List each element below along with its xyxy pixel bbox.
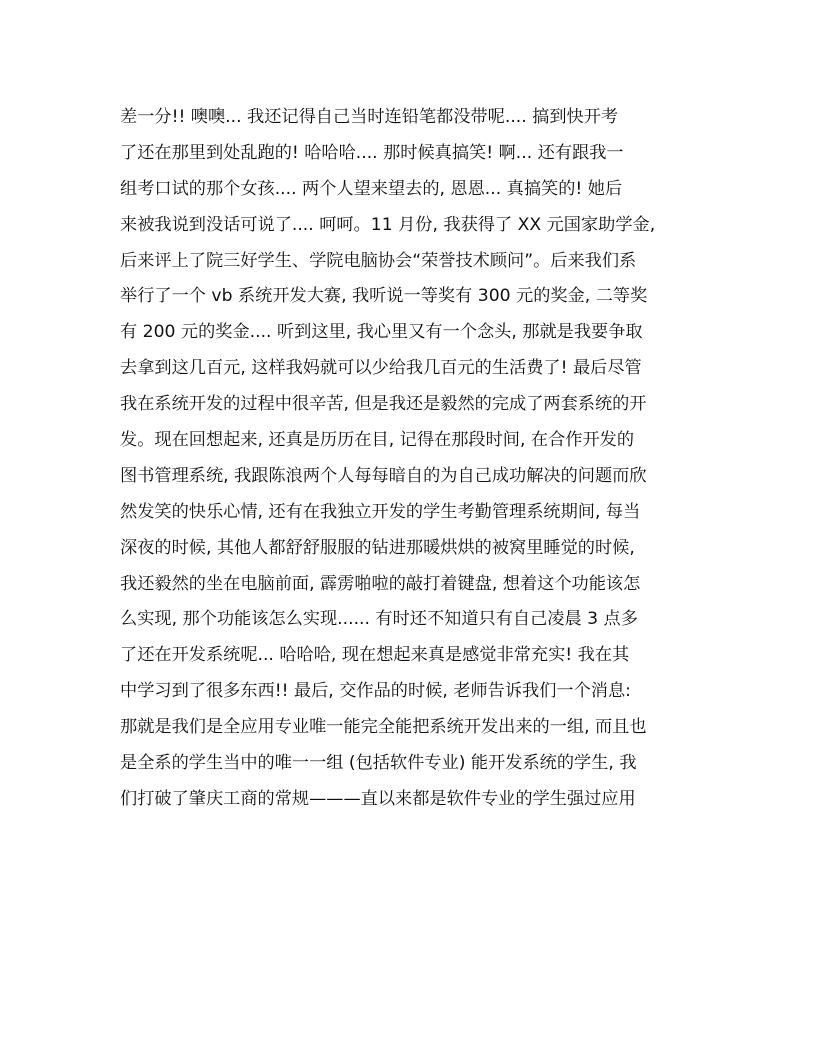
text-line-10: 发。现在回想起来, 还真是历历在目, 记得在那段时间, 在合作开发的 [120, 430, 635, 451]
text-line-9: 我在系统开发的过程中很辛苦, 但是我还是毅然的完成了两套系统的开 [120, 394, 647, 415]
body-text [120, 100, 700, 818]
text-line-6: 举行了一个 vb 系统开发大赛, 我听说一等奖有 300 元的奖金, 二等奖 [120, 286, 648, 307]
text-line-8: 去拿到这几百元, 这样我妈就可以少给我几百元的生活费了! 最后尽管 [120, 358, 642, 379]
text-line-15: 么实现, 那个功能该怎么实现...... 有时还不知道只有自己凌晨 3 点多 [120, 609, 638, 630]
text-line-3: 组考口试的那个女孩.... 两个人望来望去的, 恩恩... 真搞笑的! 她后 [120, 178, 623, 199]
text-line-14: 我还毅然的坐在电脑前面, 霹雳啪啦的敲打着键盘, 想着这个功能该怎 [120, 573, 641, 594]
text-line-7: 有 200 元的奖金.... 听到这里, 我心里又有一个念头, 那就是我要争取 [120, 322, 643, 343]
text-line-5: 后来评上了院三好学生、学院电脑协会“荣誉技术顾问”。后来我们系 [120, 250, 637, 271]
text-line-12: 然发笑的快乐心情, 还有在我独立开发的学生考勤管理系统期间, 每当 [120, 501, 641, 522]
text-line-16: 了还在开发系统呢... 哈哈哈, 现在想起来真是感觉非常充实! 我在其 [120, 645, 630, 666]
text-line-4: 来被我说到没话可说了.... 呵呵。11 月份, 我获得了 XX 元国家助学金, [120, 214, 656, 235]
text-line-18: 那就是我们是全应用专业唯一能完全能把系统开发出来的一组, 而且也 [120, 717, 647, 738]
text-line-17: 中学习到了很多东西!! 最后, 交作品的时候, 老师告诉我们一个消息: [120, 681, 631, 702]
text-line-2: 了还在那里到处乱跑的! 哈哈哈.... 那时候真搞笑! 啊... 还有跟我一 [120, 142, 624, 163]
text-line-11: 图书管理系统, 我跟陈浪两个人每每暗自的为自己成功解决的问题而欣 [120, 465, 647, 486]
text-line-13: 深夜的时候, 其他人都舒舒服服的钻进那暖烘烘的被窝里睡觉的时候, [120, 537, 635, 558]
text-line-1: 差一分!! 噢噢... 我还记得自己当时连铅笔都没带呢.... 搞到快开考 [120, 107, 619, 127]
text-line-20: 们打破了肇庆工商的常规———直以来都是软件专业的学生强过应用 [120, 788, 636, 809]
text-line-19: 是全系的学生当中的唯一一组 (包括软件专业) 能开发系统的学生, 我 [120, 753, 637, 774]
